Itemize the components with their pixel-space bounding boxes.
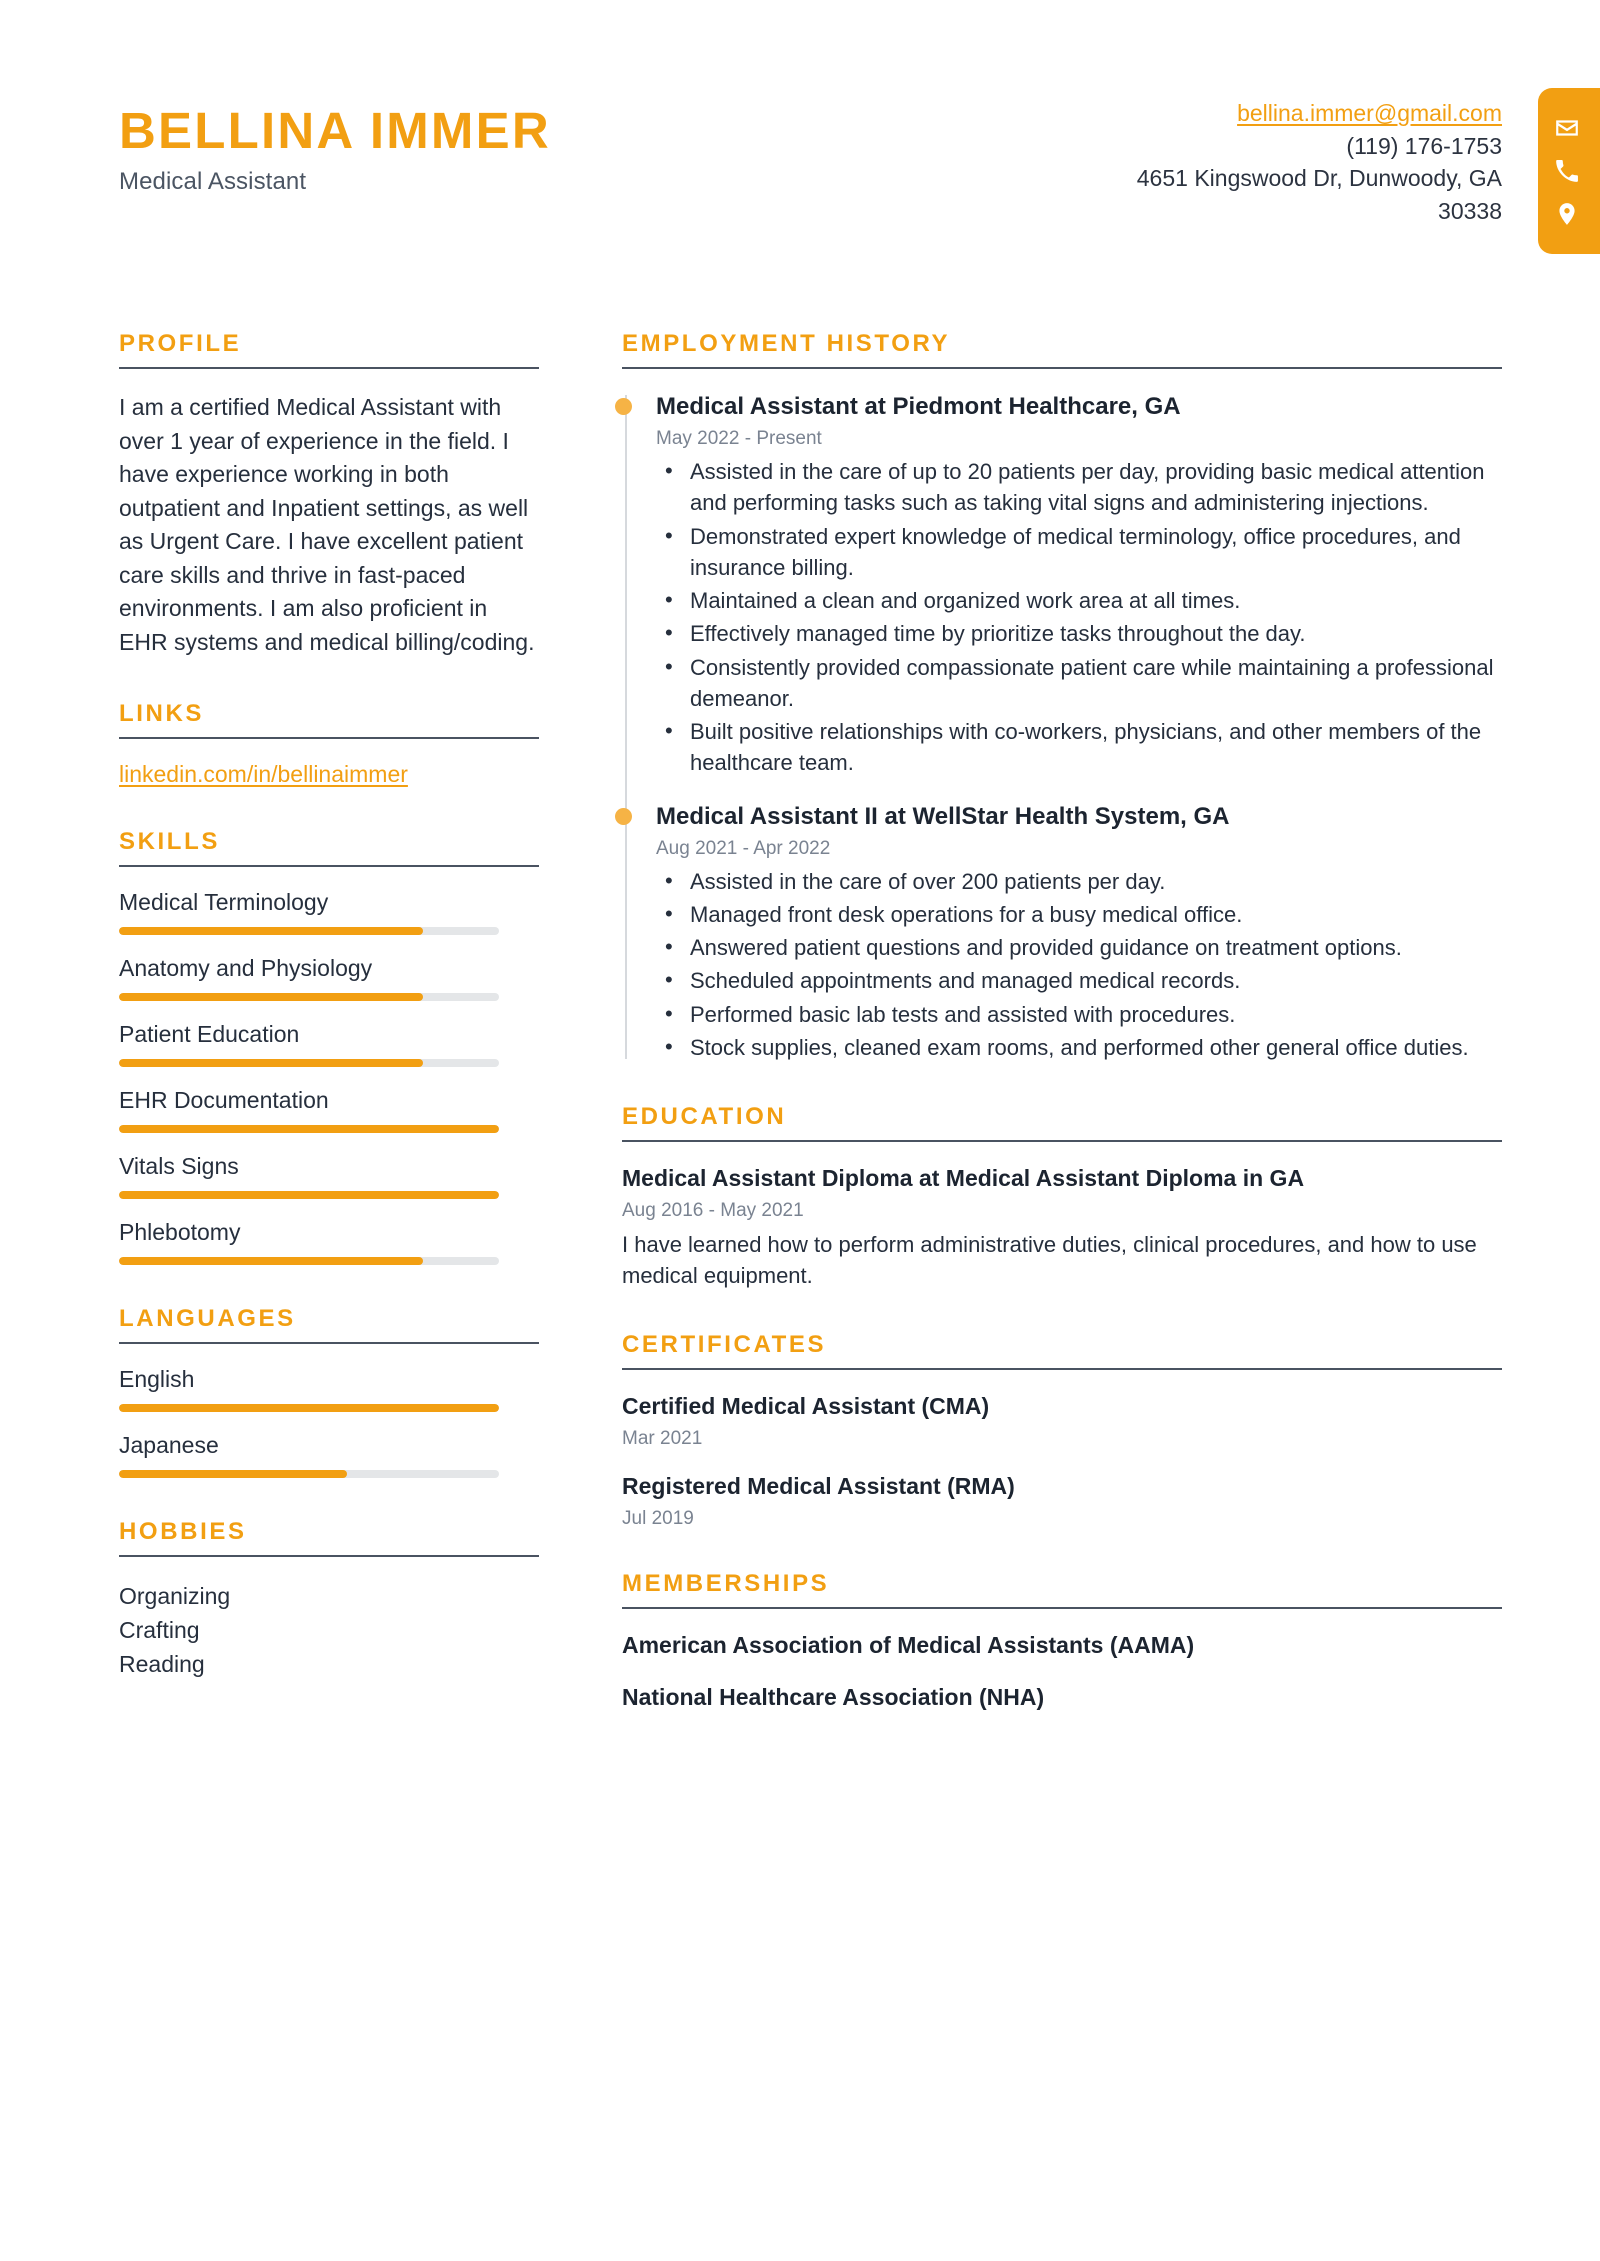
skill-bar-track bbox=[119, 927, 499, 935]
section-heading-employment: EMPLOYMENT HISTORY bbox=[622, 330, 951, 357]
language-label: English bbox=[119, 1365, 195, 1392]
skill-item bbox=[119, 1153, 539, 1199]
certificate-date: Jul 2019 bbox=[622, 1508, 694, 1530]
section-profile bbox=[119, 330, 539, 660]
link-linkedin[interactable]: linkedin.com/in/bellinaimmer bbox=[119, 760, 408, 787]
skill-item bbox=[119, 1021, 539, 1067]
job-title-heading: Medical Assistant II at WellStar Health System, GA bbox=[656, 802, 1230, 830]
skill-bar-fill bbox=[119, 1191, 499, 1199]
envelope-icon bbox=[1554, 115, 1580, 141]
hobby-item: Organizing bbox=[119, 1582, 231, 1609]
skill-bar-track bbox=[119, 1125, 499, 1133]
left-column bbox=[119, 330, 539, 1721]
membership-entry bbox=[622, 1631, 1502, 1661]
skill-bar-fill bbox=[119, 993, 423, 1001]
section-memberships bbox=[622, 1570, 1502, 1713]
contact-details bbox=[1137, 97, 1502, 228]
contact-address-line1: 4651 Kingswood Dr, Dunwoody, GA bbox=[1136, 165, 1502, 192]
hobby-item: Crafting bbox=[119, 1616, 200, 1643]
list-item: • Assisted in the care of up to 20 patients per day, providing basic medical attention and performing tasks such as taking vital signs and administering injections. bbox=[656, 456, 1502, 518]
section-divider bbox=[119, 1555, 539, 1557]
section-divider bbox=[622, 1140, 1502, 1142]
employment-timeline bbox=[622, 391, 1502, 1063]
section-heading-profile: PROFILE bbox=[119, 330, 242, 357]
hobby-item: Reading bbox=[119, 1650, 205, 1677]
list-item: • Assisted in the care of over 200 patients per day. bbox=[656, 866, 1502, 897]
certificate-title: Registered Medical Assistant (RMA) bbox=[622, 1473, 1015, 1500]
timeline-dot-icon bbox=[615, 808, 632, 825]
job-date-range: Aug 2021 - Apr 2022 bbox=[656, 837, 831, 859]
certificate-entry bbox=[622, 1392, 1502, 1450]
list-item: • Performed basic lab tests and assisted with procedures. bbox=[656, 999, 1502, 1030]
phone-icon bbox=[1554, 158, 1580, 184]
certificate-entry bbox=[622, 1472, 1502, 1530]
section-heading-skills: SKILLS bbox=[119, 827, 220, 855]
membership-title: National Healthcare Association (NHA) bbox=[622, 1684, 1045, 1711]
section-heading-education: EDUCATION bbox=[622, 1103, 787, 1131]
certificate-title: Certified Medical Assistant (CMA) bbox=[622, 1393, 990, 1420]
skill-bar-fill bbox=[119, 1125, 499, 1133]
list-item: • Stock supplies, cleaned exam rooms, and performed other general office duties. bbox=[656, 1032, 1502, 1063]
skill-bar-fill bbox=[119, 1059, 423, 1067]
skill-item bbox=[119, 955, 539, 1001]
skill-bar-fill bbox=[119, 927, 423, 935]
job-entry bbox=[656, 391, 1502, 779]
certificate-date: Mar 2021 bbox=[622, 1428, 703, 1450]
language-bar-track bbox=[119, 1404, 499, 1412]
section-heading-memberships: MEMBERSHIPS bbox=[622, 1570, 830, 1598]
section-heading-links: LINKS bbox=[119, 699, 204, 727]
resume-header bbox=[0, 0, 1600, 300]
identity-block bbox=[119, 104, 551, 196]
skill-item bbox=[119, 889, 539, 935]
job-responsibility-list bbox=[656, 456, 1502, 778]
list-item: • Maintained a clean and organized work area at all times. bbox=[656, 585, 1502, 616]
section-divider bbox=[119, 1342, 539, 1344]
section-certificates bbox=[622, 1331, 1502, 1530]
section-links bbox=[119, 700, 539, 788]
language-item bbox=[119, 1432, 539, 1478]
profile-text: I am a certified Medical Assistant with over 1 year of experience in the field. I have experience working in both outpatient and Inpatient settings, as well as Urgent Care. I have excellent patient care skills and thrive in fast-paced environments. I am also proficient in EHR systems and medical billing/coding. bbox=[119, 394, 535, 656]
section-divider bbox=[622, 367, 1502, 369]
language-bar-fill bbox=[119, 1470, 347, 1478]
job-title-heading: Medical Assistant at Piedmont Healthcare, GA bbox=[656, 393, 1181, 420]
section-divider bbox=[119, 367, 539, 369]
skill-bar-track bbox=[119, 1257, 499, 1265]
section-hobbies bbox=[119, 1518, 539, 1681]
list-item: • Managed front desk operations for a busy medical office. bbox=[656, 899, 1502, 930]
job-date-range: May 2022 - Present bbox=[656, 428, 822, 450]
skill-bar-track bbox=[119, 1191, 499, 1199]
job-title: Medical Assistant bbox=[119, 167, 307, 195]
contact-email-link[interactable]: bellina.immer@gmail.com bbox=[1237, 100, 1502, 126]
contact-icon-bar bbox=[1538, 88, 1600, 254]
skill-label: Phlebotomy bbox=[119, 1218, 241, 1245]
list-item: • Built positive relationships with co-workers, physicians, and other members of the healthcare team. bbox=[656, 716, 1502, 778]
skill-bar-track bbox=[119, 1059, 499, 1067]
membership-entry bbox=[622, 1683, 1502, 1713]
section-divider bbox=[622, 1368, 1502, 1370]
contact-phone: (119) 176-1753 bbox=[1346, 132, 1502, 159]
language-label: Japanese bbox=[119, 1431, 219, 1458]
list-item: • Answered patient questions and provided guidance on treatment options. bbox=[656, 932, 1502, 963]
education-description: I have learned how to perform administrative duties, clinical procedures, and how to use medical equipment. bbox=[622, 1232, 1477, 1289]
section-employment-history bbox=[622, 330, 1502, 1063]
education-date-range: Aug 2016 - May 2021 bbox=[622, 1200, 804, 1222]
page-title: BELLINA IMMER bbox=[119, 102, 551, 159]
section-divider bbox=[622, 1607, 1502, 1609]
timeline-dot-icon bbox=[615, 398, 632, 415]
education-entry bbox=[622, 1164, 1502, 1291]
contact-address-line2: 30338 bbox=[1438, 197, 1502, 224]
list-item: • Demonstrated expert knowledge of medical terminology, office procedures, and insurance billing. bbox=[656, 521, 1502, 583]
skill-label: Anatomy and Physiology bbox=[119, 954, 373, 981]
skill-item bbox=[119, 1219, 539, 1265]
section-heading-hobbies: HOBBIES bbox=[119, 1517, 247, 1545]
skill-bar-track bbox=[119, 993, 499, 1001]
membership-title: American Association of Medical Assistants (AAMA) bbox=[622, 1632, 1195, 1659]
job-entry bbox=[656, 801, 1502, 1064]
section-divider bbox=[119, 737, 539, 739]
section-skills bbox=[119, 828, 539, 1265]
section-education bbox=[622, 1103, 1502, 1291]
language-item bbox=[119, 1366, 539, 1412]
location-pin-icon bbox=[1554, 201, 1580, 227]
section-heading-languages: LANGUAGES bbox=[119, 1304, 296, 1332]
right-column bbox=[622, 330, 1502, 1753]
list-item: • Consistently provided compassionate patient care while maintaining a professional demeanor. bbox=[656, 652, 1502, 714]
skill-label: Medical Terminology bbox=[119, 888, 329, 915]
education-title: Medical Assistant Diploma at Medical Assistant Diploma in GA bbox=[622, 1165, 1305, 1192]
job-responsibility-list bbox=[656, 866, 1502, 1063]
section-divider bbox=[119, 865, 539, 867]
skill-label: Vitals Signs bbox=[119, 1152, 239, 1179]
language-bar-fill bbox=[119, 1404, 499, 1412]
section-heading-certificates: CERTIFICATES bbox=[622, 1331, 827, 1359]
section-languages bbox=[119, 1305, 539, 1478]
language-bar-track bbox=[119, 1470, 499, 1478]
skill-item bbox=[119, 1087, 539, 1133]
skill-label: EHR Documentation bbox=[119, 1086, 329, 1113]
list-item: • Effectively managed time by prioritize tasks throughout the day. bbox=[656, 618, 1502, 649]
skill-bar-fill bbox=[119, 1257, 423, 1265]
skill-label: Patient Education bbox=[119, 1020, 300, 1047]
list-item: • Scheduled appointments and managed medical records. bbox=[656, 965, 1502, 996]
